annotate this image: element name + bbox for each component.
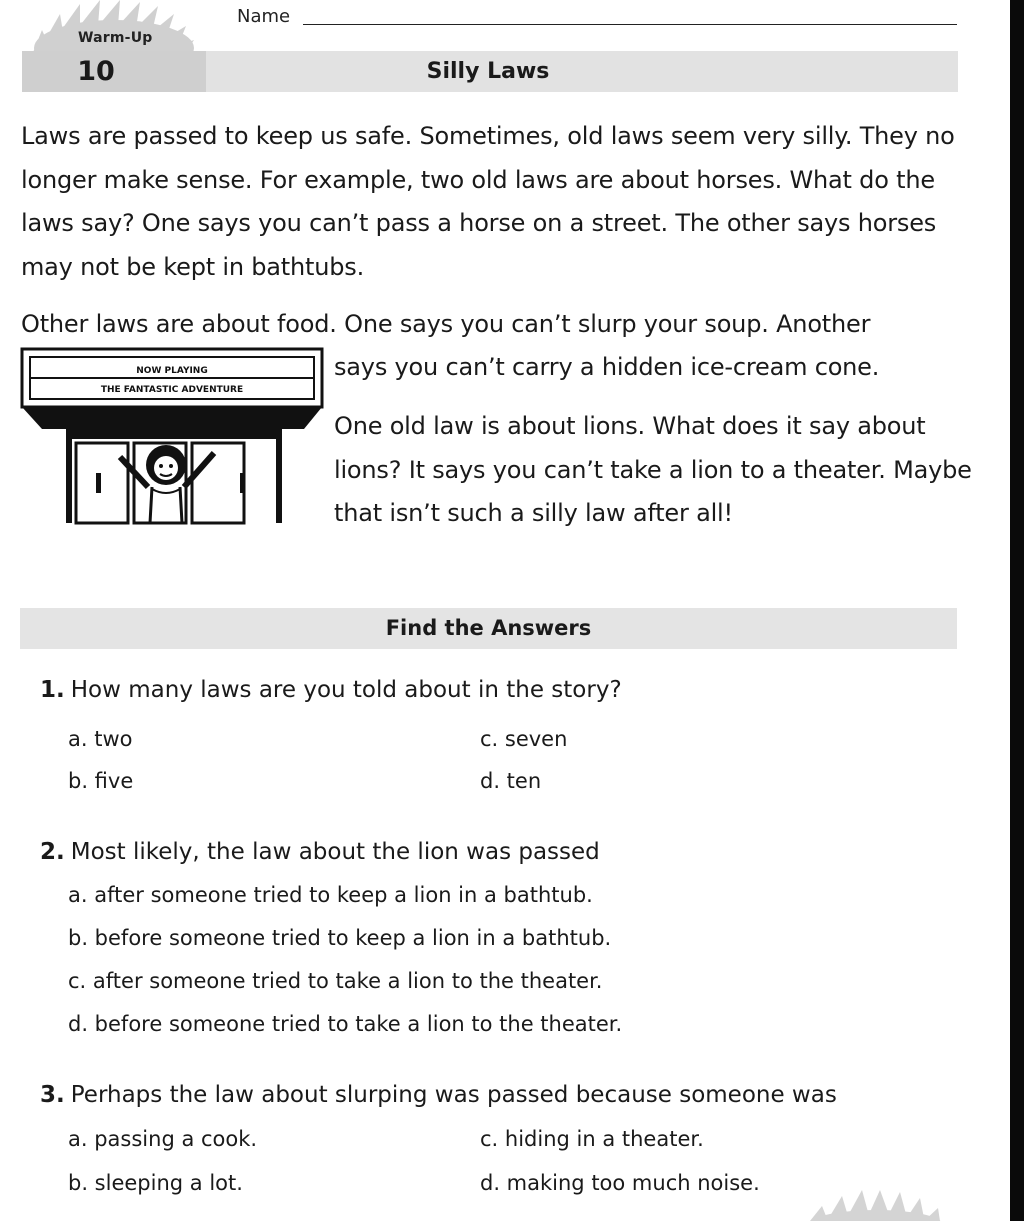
- theater-marquee-illustration: [20, 347, 326, 525]
- answer-option[interactable]: c. hiding in a theater.: [480, 1127, 704, 1151]
- answer-option[interactable]: a. passing a cook.: [68, 1127, 258, 1151]
- passage-paragraph-1: Laws are passed to keep us safe. Sometimes, old laws seem very silly. They no longer make sense. For example, two old laws are about horses. What do the laws say? One says you can’t pass a horse on a street. The other says horses may not be kept in bathtubs.: [21, 122, 955, 281]
- sign-line-1: NOW PLAYING: [136, 366, 208, 376]
- answer-option[interactable]: b. five: [68, 769, 134, 793]
- sunburst-badge-icon: [22, 0, 202, 55]
- sunburst-corner-icon: [800, 1190, 950, 1221]
- question-text: Perhaps the law about slurping was passed because someone was: [70, 1082, 837, 1108]
- answer-option[interactable]: c. after someone tried to take a lion to the theater.: [68, 969, 603, 993]
- question-2: [40, 839, 600, 865]
- answer-option[interactable]: c. seven: [480, 727, 568, 751]
- answer-option[interactable]: d. making too much noise.: [480, 1171, 760, 1195]
- answer-option[interactable]: d. before someone tried to take a lion to the theater.: [68, 1012, 623, 1036]
- question-3: [40, 1082, 837, 1108]
- question-text: How many laws are you told about in the story?: [70, 677, 622, 703]
- name-field-line[interactable]: [303, 24, 957, 25]
- page-edge: [1010, 0, 1024, 1221]
- question-number: 2.: [40, 839, 65, 865]
- answer-option[interactable]: b. sleeping a lot.: [68, 1171, 243, 1195]
- section-title: Find the Answers: [385, 616, 592, 640]
- question-number: 3.: [40, 1082, 65, 1108]
- question-number: 1.: [40, 677, 65, 703]
- question-text: Most likely, the law about the lion was passed: [70, 839, 600, 865]
- name-label: Name: [237, 6, 291, 27]
- page-title: Silly Laws: [426, 59, 550, 84]
- passage-paragraph-3: One old law is about lions. What does it say about lions? It says you can’t take a lion to a theater. Maybe that isn’t such a silly law after all!: [334, 412, 972, 527]
- sign-line-2: THE FANTASTIC ADVENTURE: [100, 385, 244, 395]
- question-1: [40, 677, 622, 703]
- warm-up-number: 10: [77, 56, 115, 87]
- passage-paragraph-2-line-1: Other laws are about food. One says you can’t slurp your soup. Another: [21, 310, 871, 338]
- answer-option[interactable]: b. before someone tried to keep a lion in a bathtub.: [68, 926, 612, 950]
- answer-option[interactable]: d. ten: [480, 769, 542, 793]
- passage-paragraph-2-line-2: says you can’t carry a hidden ice-cream cone.: [334, 353, 880, 381]
- answer-option[interactable]: a. two: [68, 727, 133, 751]
- warm-up-label: Warm-Up: [78, 30, 153, 46]
- answer-option[interactable]: a. after someone tried to keep a lion in a bathtub.: [68, 883, 593, 907]
